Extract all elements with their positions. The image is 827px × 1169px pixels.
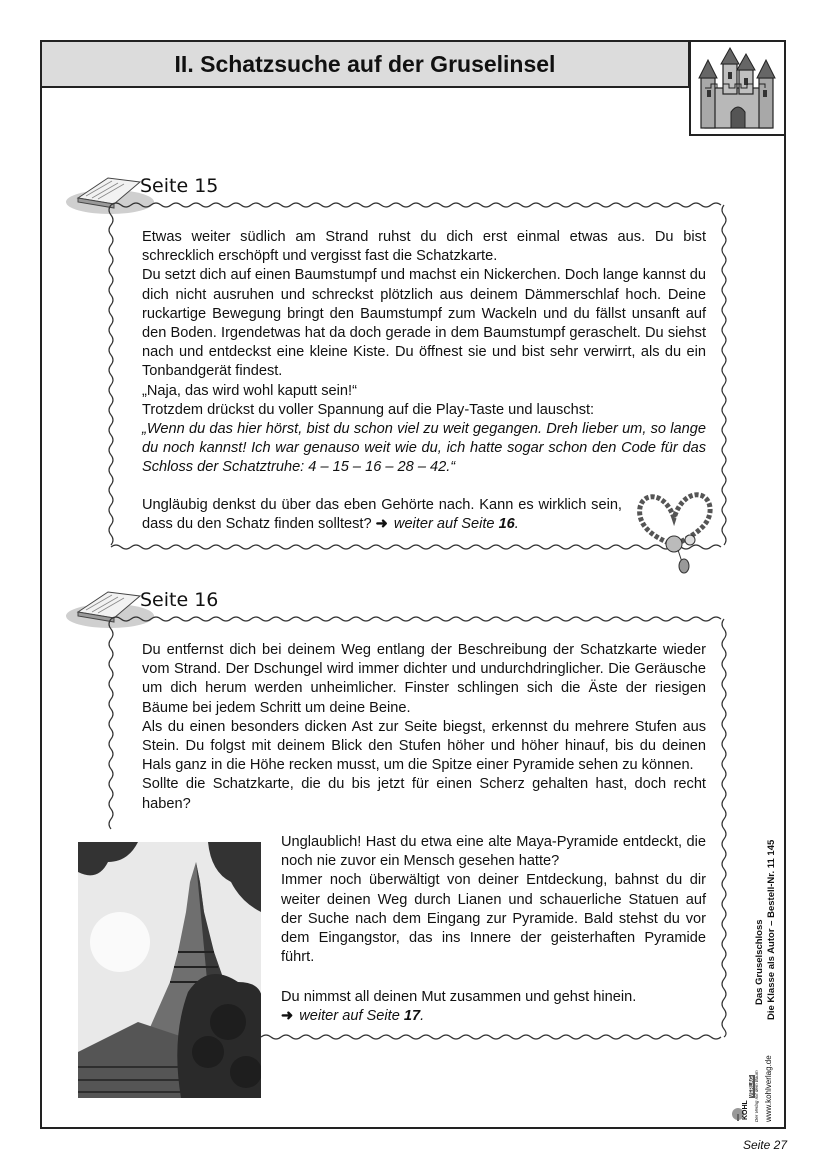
story-ending-seite-16 bbox=[281, 988, 706, 1026]
tape-quote: „Wenn du das hier hörst, bist du schon viel zu weit gegangen. Dreh lieber um, so lange du noch kannst! Ich war genauso weit wie du, ich hatte sogar schon den Code für das Schloss der Schatztruhe: 4 – 15 – 16 – 28 – 42.“ bbox=[142, 421, 706, 476]
link-suffix: . bbox=[420, 1008, 425, 1025]
order-number: Bestell-Nr. 11 145 bbox=[766, 839, 777, 918]
separator: – bbox=[766, 920, 777, 926]
logo-sub: VERLAG bbox=[749, 1076, 755, 1097]
link-page: 17 bbox=[403, 1008, 421, 1025]
heart-necklace-icon bbox=[634, 478, 716, 576]
story-text-seite-15 bbox=[142, 228, 706, 478]
link-prefix: weiter auf Seite bbox=[299, 1008, 404, 1025]
series-line bbox=[766, 840, 777, 1020]
book-title: Das Gruselschloss bbox=[754, 919, 765, 1005]
castle-illustration bbox=[689, 40, 786, 136]
paragraph: Sollte die Schatzkarte, die du bis jetzt für einen Scherz gehalten hast, doch recht haben? bbox=[142, 776, 706, 812]
story-ending-seite-15 bbox=[142, 496, 622, 534]
paragraph: Immer noch überwältigt von deiner Entdeckung, bahnst du dir weiter deinen Weg durch Lianen und schauerliche Statuen auf der Suche nach dem Eingang zur Pyramide. Bald stehst du vor dem Eingangstor, das ins Innere der geisterhaften Pyramide führt. bbox=[281, 872, 706, 966]
paragraph: Etwas weiter südlich am Strand ruhst du dich erst einmal etwas aus. Du bist schrecklich erschöpft und vergisst fast die Schatzkarte. bbox=[142, 229, 706, 265]
page-number: Seite 27 bbox=[742, 1138, 787, 1152]
section-title-seite-16: Seite 16 bbox=[140, 589, 219, 611]
paragraph: Unglaublich! Hast du etwa eine alte Maya-Pyramide entdeckt, die noch nie zuvor ein Mensch gesehen hatte? bbox=[281, 834, 706, 870]
publisher-url: www.kohlverlag.de bbox=[764, 1055, 773, 1122]
ending-text: Du nimmst all deinen Mut zusammen und gehst hinein. bbox=[281, 989, 637, 1005]
next-page-link[interactable] bbox=[394, 516, 519, 532]
ending-text: Ungläubig denkst du über das eben Gehörte nach. Kann es wirklich sein, dass du den Schatz finden solltest? bbox=[142, 497, 622, 533]
paragraph: Du setzt dich auf einen Baumstumpf und machst ein Nickerchen. Doch lange kannst du dich nicht ausruhen und schreckst plötzlich aus deinem Dämmerschlaf hoch. Deine ruckartige Bewegung bringt den Baumstumpf zum Wackeln und du fällst unsanft auf den Boden. Irgendetwas hat da doch gerade in dem Baumstumpf geraschelt. Du siehst nach und entdeckst eine kleine Kiste. Du öffnest sie und bist sehr verwirrt, als du ein Tonbandgerät findest. bbox=[142, 267, 706, 380]
paragraph: Du entfernst dich bei deinem Weg entlang der Beschreibung der Schatzkarte wieder vom Strand. Der Dschungel wird immer dichter und undurchdringlicher. Die Geräusche um dich herum werden unheimlicher. Finster schlingen sich die Äste der riesigen Bäume bei jedem Schritt um deine Beine. bbox=[142, 642, 706, 716]
link-suffix: . bbox=[514, 516, 519, 533]
paragraph: Trotzdem drückst du voller Spannung auf die Play-Taste und lauschst: bbox=[142, 401, 595, 418]
logo-slogan: Der Verlag mit dem Baum bbox=[754, 1070, 759, 1122]
link-page: 16 bbox=[498, 516, 515, 533]
page-title: II. Schatzsuche auf der Gruselinsel bbox=[40, 40, 690, 88]
arrow-right-icon: ➜ bbox=[375, 516, 388, 533]
paragraph: Als du einen besonders dicken Ast zur Seite biegst, erkennst du mehrere Stufen aus Stein. Du folgst mit deinem Blick den Stufen höher und höher hinauf, bis du deinen Hals ganz in die Höhe recken musst, um die Spitze einer Pyramide sehen zu können. bbox=[142, 718, 706, 774]
series-name: Die Klasse als Autor bbox=[766, 928, 777, 1020]
section-title-seite-15: Seite 15 bbox=[140, 175, 219, 197]
logo-text: KOHL bbox=[742, 1100, 749, 1120]
paragraph: „Naja, das wird wohl kaputt sein!“ bbox=[142, 382, 357, 399]
link-prefix: weiter auf Seite bbox=[393, 516, 499, 533]
publisher-logo bbox=[730, 1070, 760, 1122]
pyramid-photo bbox=[78, 842, 261, 1098]
arrow-right-icon: ➜ bbox=[281, 1008, 294, 1025]
story-text-seite-16 bbox=[142, 641, 706, 814]
next-page-link[interactable] bbox=[299, 1008, 424, 1024]
story-side-text-seite-16 bbox=[281, 833, 706, 967]
